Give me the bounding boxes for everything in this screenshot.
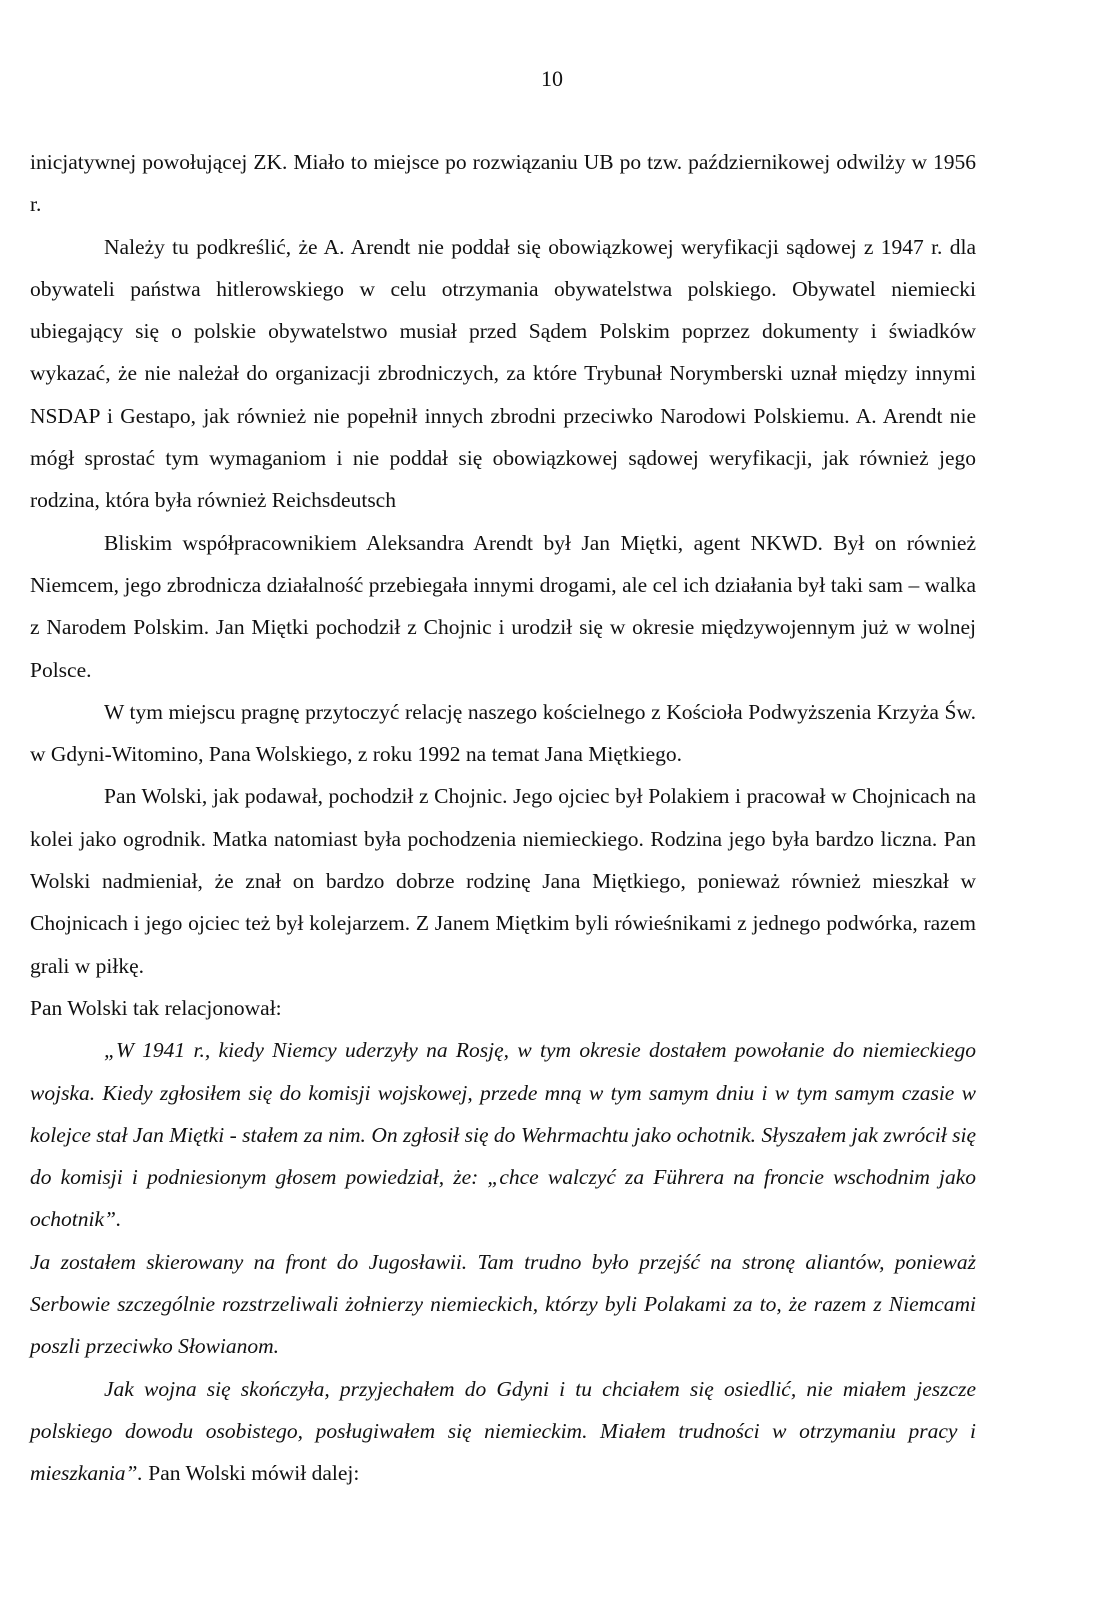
body-text bbox=[30, 141, 976, 1495]
paragraph-5: Pan Wolski, jak podawał, pochodził z Chojnic. Jego ojciec był Polakiem i pracował w Chojnicach na kolei jako ogrodnik. Matka natomiast była pochodzenia niemieckiego. Rodzina jego była bardzo liczna. Pan Wolski nadmieniał, że znał on bardzo dobrze rodzinę Jana Miętkiego, ponieważ również mieszkał w Chojnicach i jego ojciec też był kolejarzem. Z Janem Miętkim byli rówieśnikami z jednego podwórka, razem grali w piłkę. bbox=[30, 784, 976, 978]
final-tail: Pan Wolski mówił dalej: bbox=[142, 1461, 360, 1486]
paragraph-4: W tym miejscu pragnę przytoczyć relację naszego kościelnego z Kościoła Podwyższenia Krzyża Św. w Gdyni-Witomino, Pana Wolskiego, z roku 1992 na temat Jana Miętkiego. bbox=[30, 699, 976, 767]
paragraph-1: inicjatywnej powołującej ZK. Miało to miejsce po rozwiązaniu UB po tzw. październikowej odwilży w 1956 r. bbox=[30, 150, 976, 217]
paragraph-2: Należy tu podkreślić, że A. Arendt nie poddał się obowiązkowej weryfikacji sądowej z 1947 r. dla obywateli państwa hitlerowskiego w celu otrzymania obywatelstwa polskiego. Obywatel niemiecki ubiegający się o polskie obywatelstwo musiał przed Sądem Polskim poprzez dokumenty i świadków wykazać, że nie należał do organizacji zbrodniczych, za które Trybunał Norymberski uznał między innymi NSDAP i Gestapo, jak również nie popełnił innych zbrodni przeciwko Narodowi Polskiemu. A. Arendt nie mógł sprostać tym wymaganiom i nie poddał się obowiązkowej sądowej weryfikacji, jak również jego rodzina, która była również Reichsdeutsch bbox=[30, 234, 976, 513]
paragraph-3: Bliskim współpracownikiem Aleksandra Arendt był Jan Miętki, agent NKWD. Był on również Niemcem, jego zbrodnicza działalność przebiegała innymi drogami, ale cel ich działania był taki sam – walka z Narodem Polskim. Jan Miętki pochodził z Chojnic i urodził się w okresie międzywojennym już w wolnej Polsce. bbox=[30, 530, 976, 682]
final-quote: Jak wojna się skończyła, przyjechałem do Gdyni i tu chciałem się osiedlić, nie miałem jeszcze polskiego dowodu osobistego, posługiwałem się niemieckim. Miałem trudności w otrzymaniu pracy i mieszkania”. bbox=[30, 1376, 976, 1486]
paragraph-6: Pan Wolski tak relacjonował: bbox=[30, 995, 282, 1020]
page-number: 10 bbox=[541, 66, 563, 91]
quote-paragraph-1: „W 1941 r., kiedy Niemcy uderzyły na Rosję, w tym okresie dostałem powołanie do niemieckiego wojska. Kiedy zgłosiłem się do komisji wojskowej, przede mną w tym samym dniu i w tym samym czasie w kolejce stał Jan Miętki - stałem za nim. On zgłosił się do Wehrmachtu jako ochotnik. Słyszałem jak zwrócił się do komisji i podniesionym głosem powiedział, że: „chce walczyć za Führera na froncie wschodnim jako ochotnik”. bbox=[30, 1038, 976, 1232]
quote-paragraph-2: Ja zostałem skierowany na front do Jugosławii. Tam trudno było przejść na stronę aliantów, ponieważ Serbowie szczególnie rozstrzeliwali żołnierzy niemieckich, którzy byli Polakami za to, że razem z Niemcami poszli przeciwko Słowianom. bbox=[30, 1249, 976, 1359]
final-paragraph bbox=[30, 1368, 976, 1495]
